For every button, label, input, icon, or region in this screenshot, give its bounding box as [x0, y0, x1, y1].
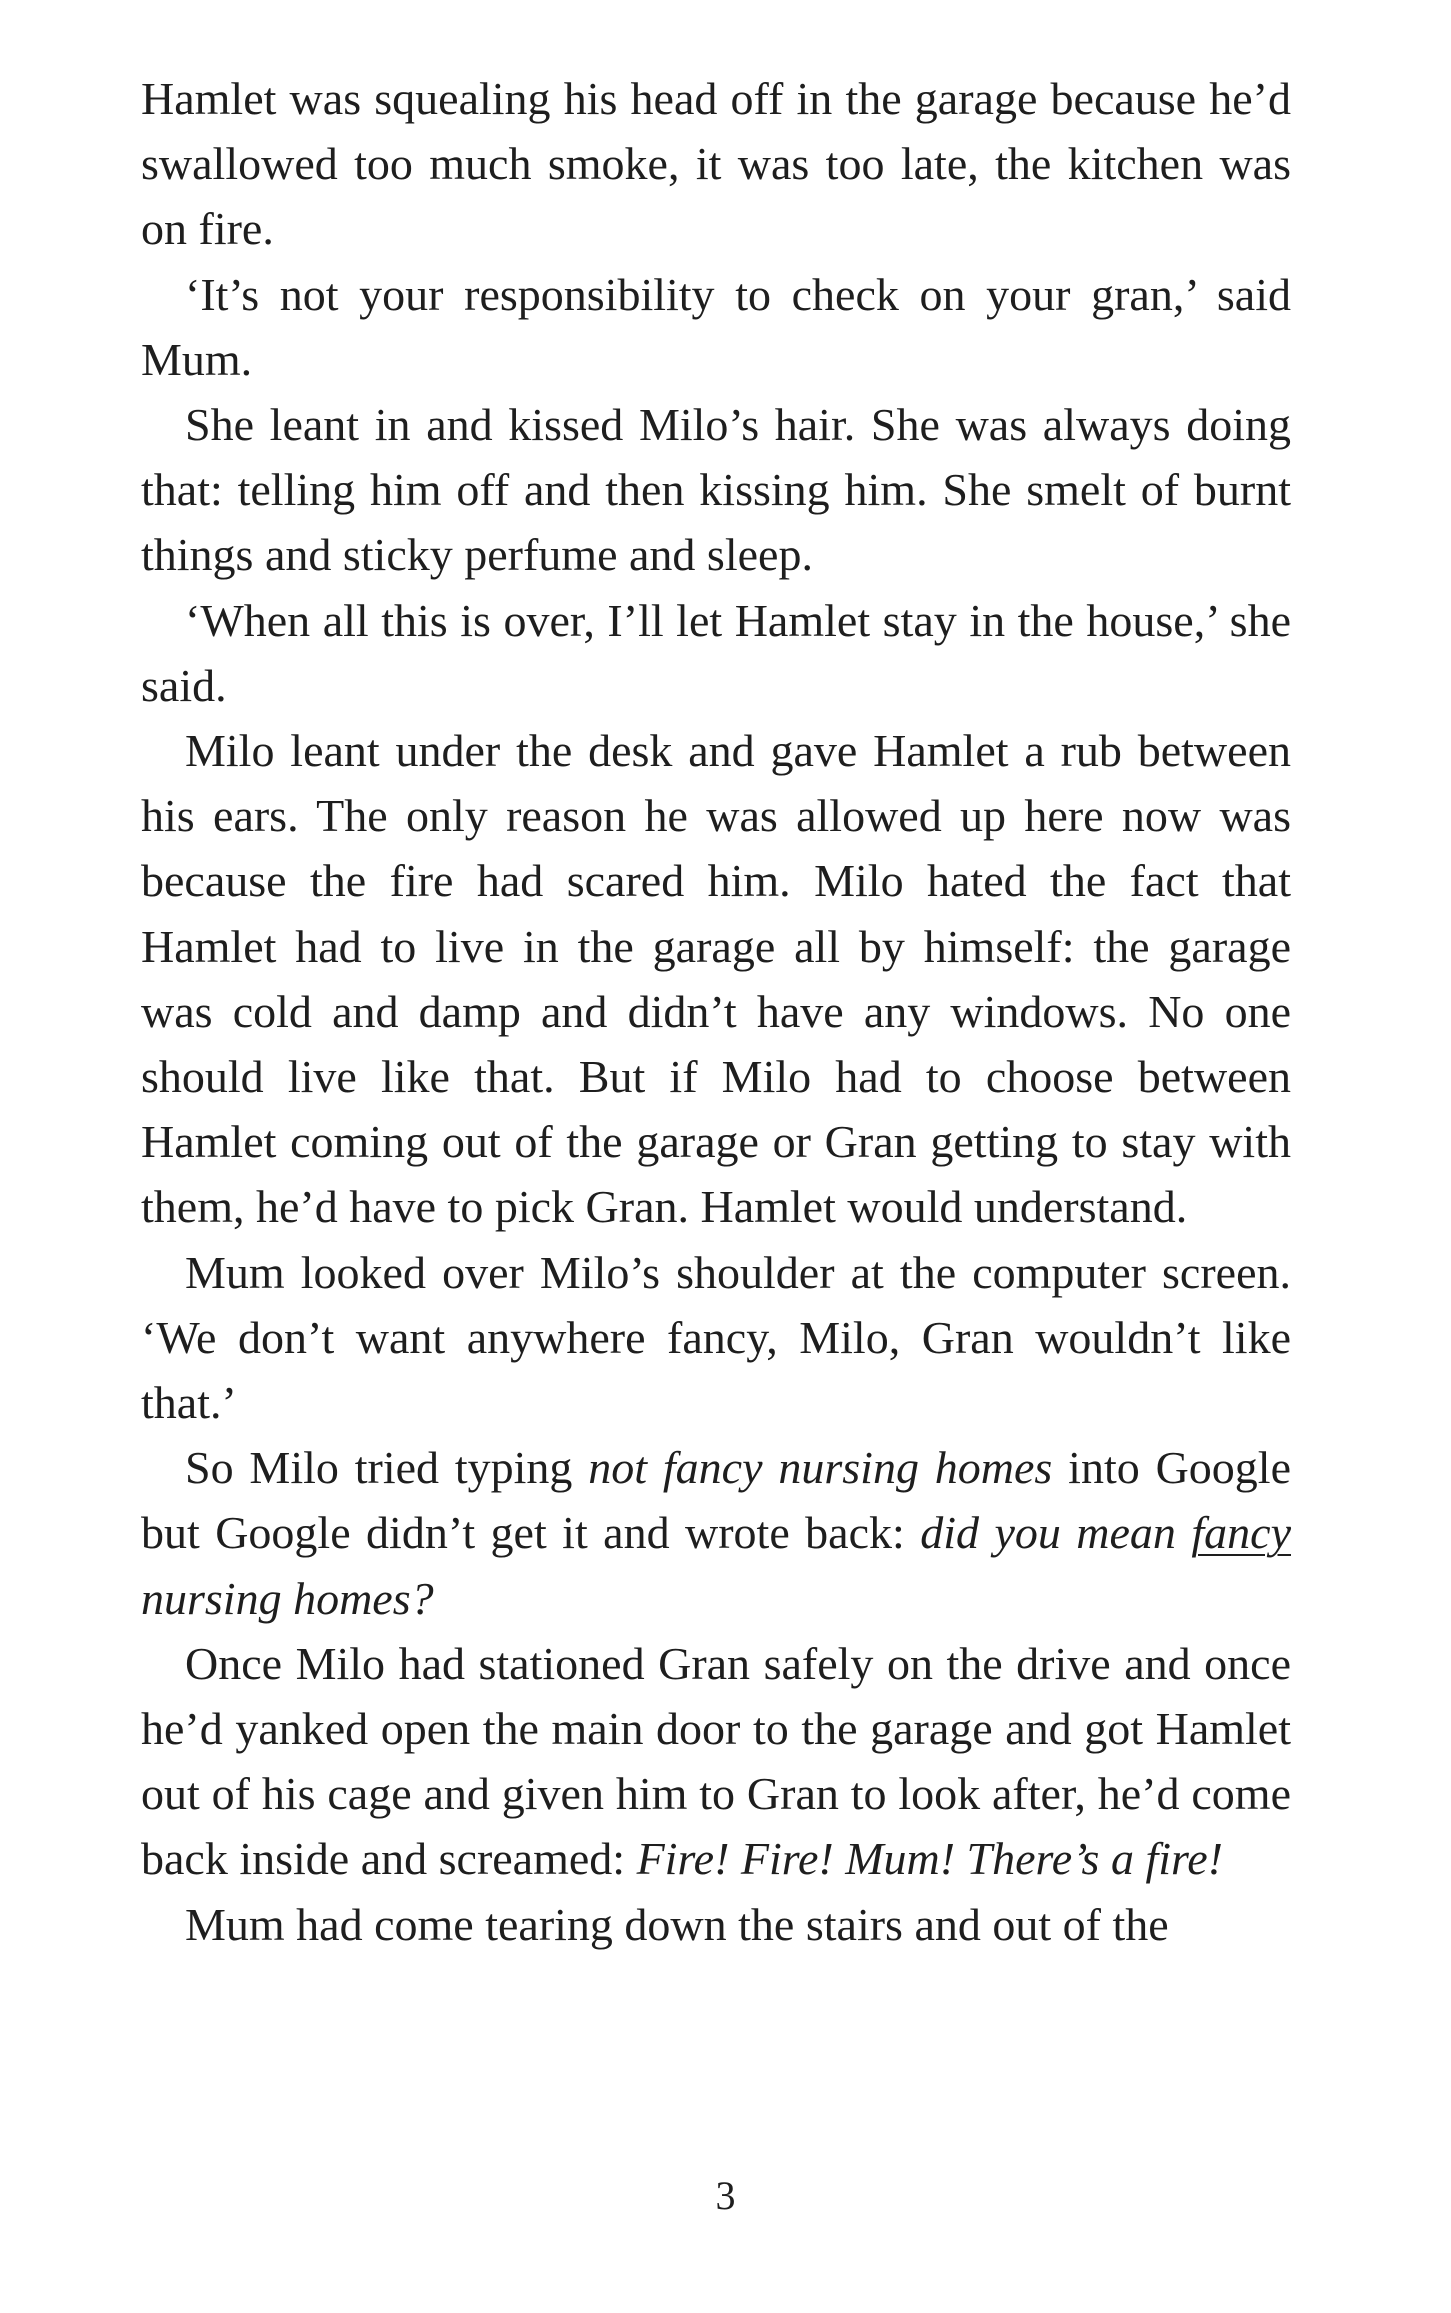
paragraph-1: Hamlet was squealing his head off in the garage because he’d swallowed too much smoke, it was too late, the kitchen was on fire. — [141, 73, 1291, 255]
paragraph-8 — [141, 1631, 1291, 1892]
paragraph-7-text-b: into Google but Google didn’t get it and wrote back: — [141, 1442, 1291, 1559]
scream-text: Fire! Fire! Mum! There’s a fire! — [636, 1833, 1223, 1885]
google-reply-start: did you mean — [920, 1507, 1192, 1559]
google-reply-underlined: fancy — [1191, 1507, 1291, 1559]
google-reply-end: nursing homes? — [141, 1572, 434, 1624]
paragraph-7 — [141, 1435, 1291, 1631]
paragraph-2: ‘It’s not your responsibility to check on your gran,’ said Mum. — [141, 268, 1291, 385]
search-query-text: not fancy nursing homes — [588, 1442, 1053, 1494]
body-text — [141, 66, 1291, 1957]
paragraph-7-text-a: So Milo tried typing — [185, 1442, 589, 1494]
paragraph-3: She leant in and kissed Milo’s hair. She was always doing that: telling him off and then kissing him. She smelt of burnt things and sticky perfume and sleep. — [141, 399, 1291, 581]
paragraph-9: Mum had come tearing down the stairs and out of the — [185, 1898, 1169, 1950]
paragraph-4: ‘When all this is over, I’ll let Hamlet stay in the house,’ she said. — [141, 594, 1291, 711]
paragraph-8-text: Once Milo had stationed Gran safely on the drive and once he’d yanked open the main door to the garage and got Hamlet out of his cage and given him to Gran to look after, he’d come back inside and screamed: — [141, 1637, 1291, 1885]
page-number: 3 — [715, 2173, 736, 2218]
paragraph-6: Mum looked over Milo’s shoulder at the computer screen. ‘We don’t want anywhere fancy, Milo, Gran wouldn’t like that.’ — [141, 1246, 1291, 1429]
paragraph-5: Milo leant under the desk and gave Hamlet a rub between his ears. The only reason he was allowed up here now was because the fire had scared him. Milo hated the fact that Hamlet had to live in the garage all by himself: the garage was cold and damp and didn’t have any windows. No one should live like that. But if Milo had to choose between Hamlet coming out of the garage or Gran getting to stay with them, he’d have to pick Gran. Hamlet would understand. — [141, 725, 1291, 1233]
